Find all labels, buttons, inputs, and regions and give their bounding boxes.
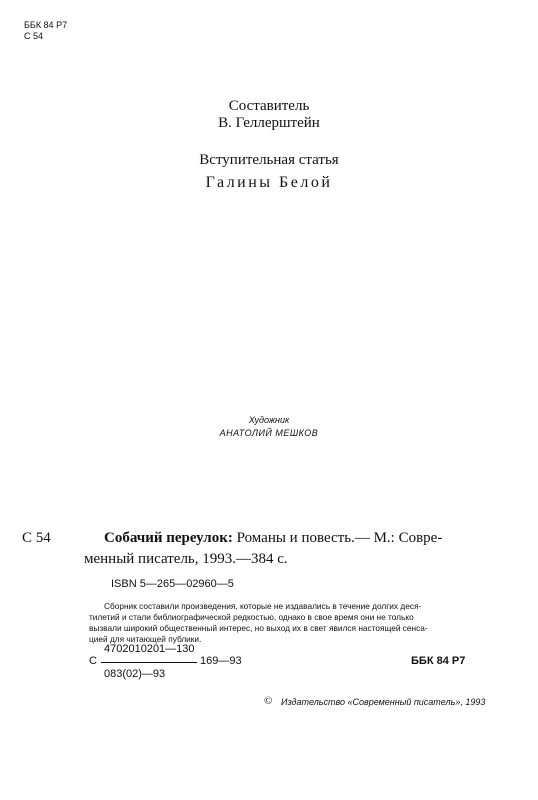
book-title: Собачий переулок: — [104, 530, 233, 546]
annotation-line-1: Сборник составили произведения, которые не издавались в течение долгих деся- — [104, 601, 422, 611]
fraction-right: 169—93 — [200, 655, 242, 667]
intro-label: Вступительная статья — [199, 152, 339, 168]
catalog-code-top: С 54 — [24, 31, 44, 41]
fraction-line — [101, 662, 197, 663]
isbn: ISBN 5—265—02960—5 — [111, 578, 234, 590]
compiler-label: Составитель — [228, 98, 310, 114]
bbk-code-right: ББК 84 Р7 — [411, 655, 466, 667]
annotation-line-2: тилетий и стали библиографической редкостью, однако в свое время они не только — [89, 612, 414, 622]
fraction-bottom: 083(02)—93 — [104, 668, 166, 680]
catalog-code: С 54 — [22, 530, 51, 546]
copyright-symbol: © — [264, 695, 273, 707]
copyright-text: Издательство «Современный писатель», 1993 — [281, 697, 486, 707]
artist-name: АНАТОЛИЙ МЕШКОВ — [219, 428, 319, 438]
book-subtitle: Романы и повесть.— М.: Совре- — [236, 530, 443, 546]
bbk-code-top: ББК 84 Р7 — [24, 20, 68, 30]
catalog-title-line2: менный писатель, 1993.—384 с. — [84, 551, 288, 567]
fraction-top: 4702010201—130 — [104, 643, 195, 655]
annotation-line-4: цией для читающей публики. — [89, 634, 202, 644]
artist-label: Художник — [248, 415, 290, 425]
catalog-title-line1 — [104, 530, 518, 547]
intro-author: Галины Белой — [205, 174, 333, 191]
fraction-left: С — [89, 655, 97, 667]
annotation-line-3: вызвали широкий общественный интерес, но выход их в свет явился настоящей сенса- — [89, 623, 428, 633]
compiler-name: В. Геллерштейн — [218, 115, 320, 131]
